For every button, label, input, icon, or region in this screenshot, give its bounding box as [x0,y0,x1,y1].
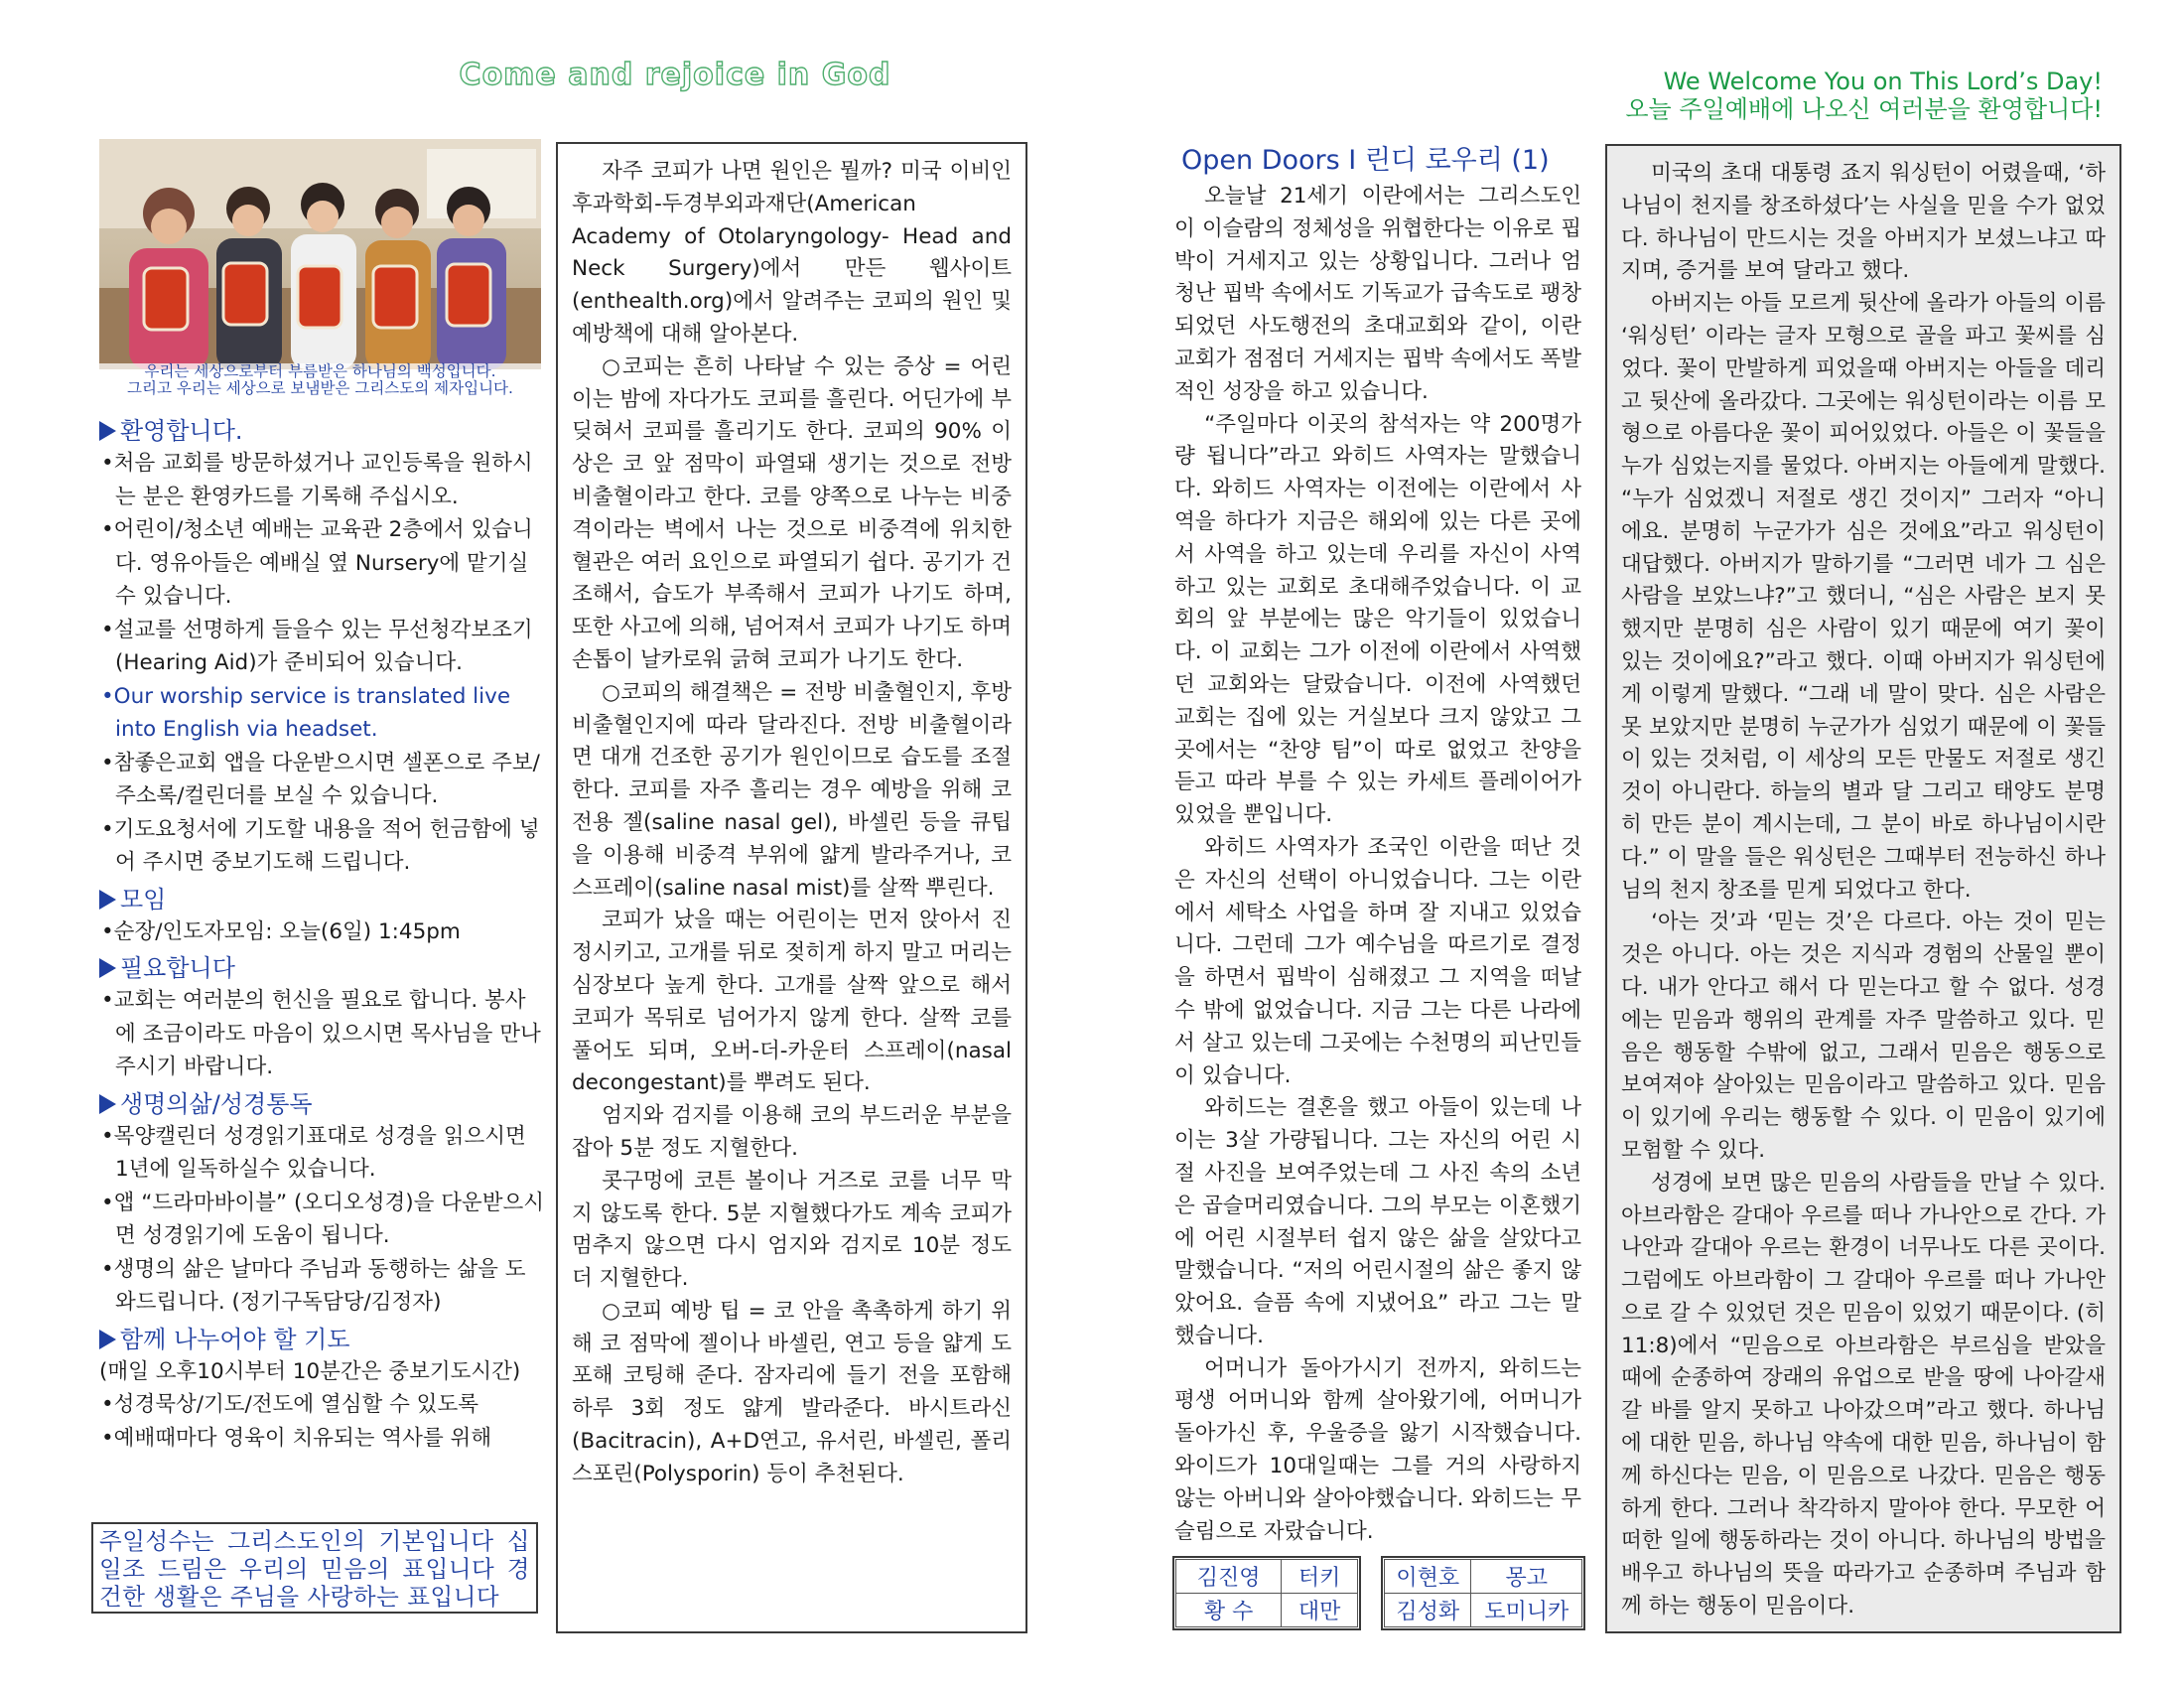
prayer-row [1176,1560,1358,1594]
mission-country: 몽고 [1471,1560,1582,1594]
photo-caption [99,363,541,397]
photo-caption-line: 그리고 우리는 세상으로 보냄받은 그리스도의 제자입니다. [127,379,513,397]
announcement-item: •설교를 선명하게 들을수 있는 무선청각보조기(Hearing Aid)가 준비되어 있습니다. [101,617,533,675]
mission-country: 도미니카 [1471,1594,1582,1627]
announcement-item: •참좋은교회 앱을 다운받으시면 셀폰으로 주보/주소록/컬린더를 보실 수 있습니다. [101,750,540,808]
triangle-bullet-icon [99,890,116,910]
triangle-bullet-icon [99,1094,116,1114]
section-heading [99,952,546,984]
announcement-item: •생명의 삶은 날마다 주님과 동행하는 삶을 도와드립니다. (정기구독담당/김정자) [101,1256,526,1315]
health-article-box [556,142,1027,1633]
mission-country: 대만 [1282,1594,1358,1627]
announcement-item: •처음 교회를 방문하셨거나 교인등록을 원하시는 분은 환영카드를 기록해 주십시오. [101,451,533,509]
mission-country: 터키 [1282,1560,1358,1594]
faith-article-box [1605,144,2121,1633]
section-heading [99,415,546,447]
prayer-row [1176,1594,1358,1627]
section-heading [99,884,546,915]
article-paragraph: 성경에 보면 많은 믿음의 사람들을 만날 수 있다. 아브라함은 갈대아 우르를 떠나 가나안으로 간다. 가나안과 갈대아 우르는 환경이 너무나도 다른 곳이다. 그럼에도 아브라함이 그 갈대아 우르를 떠나 가나안으로 갈 수 있었던 것은 믿음이 있었기 때문이다. (히11:8)에서 “믿음으로 아브라함은 부르심을 받았을 때에 순종하여 장래의 유업으로 받을 땅에 나아갈새 갈 바를 알지 못하고 나아갔으며”라고 했다. 하나님에 대한 믿음, 하나님 약속에 대한 믿음, 하나님이 함께 하신다는 믿음, 이 믿음으로 나갔다. 믿음은 행동하게 한다. 그러나 착각하지 말아야 한다. 무모한 어떠한 일에 행동하라는 것이 아니다. 하나님의 방법을 배우고 하나님의 뜻을 따라가고 순종하며 주님과 함께 하는 행동이 믿음이다. [1621,1170,2106,1619]
section-heading [99,1088,546,1120]
article-paragraph: 와히드 사역자가 조국인 이란을 떠난 것은 자신의 선택이 아니었습니다. 그는 이란에서 세탁소 사업을 하며 잘 지내고 있었습니다. 그런데 그가 예수님을 따르기로 결정을 하면서 핍박이 심해졌고 그 지역을 떠날 수 밖에 없었습니다. 지금 그는 다른 나라에서 살고 있는데 그곳에는 수천명의 피난민들이 있습니다. [1174,834,1581,1088]
triangle-bullet-icon [99,421,116,441]
photo-caption-line: 우리는 세상으로부터 부름받은 하나님의 백성입니다. [144,362,496,380]
header-right-welcome [1625,68,2103,123]
article-paragraph: 콧구멍에 코튼 볼이나 거즈로 코를 너무 막지 않도록 한다. 5분 지혈했다가도 계속 코피가 멈추지 않으면 다시 엄지와 검지로 10분 정도 더 지혈한다. [572,1168,1012,1292]
announcement-item: •목양캘린더 성경읽기표대로 성경을 읽으시면 1년에 일독하실수 있습니다. [101,1123,526,1182]
announcement-item: •앱 “드라마바이블” (오디오성경)을 다운받으시면 성경읽기에 도움이 됩니다. [101,1190,545,1248]
group-photo [99,139,541,369]
header-left-title: Come and rejoice in God [459,58,891,92]
triangle-bullet-icon [99,958,116,978]
prayer-row [1385,1594,1582,1627]
missionary-name: 김성화 [1385,1594,1471,1627]
prayer-table-left [1175,1559,1358,1627]
article-paragraph: 아버지는 아들 모르게 뒷산에 올라가 아들의 이름 ‘워싱턴’ 이라는 글자 모형으로 골을 파고 꽃씨를 심었다. 꽃이 만발하게 피었을때 아버지는 아들을 데리고 뒷산에 올라갔다. 그곳에는 워싱턴이라는 이름 모형으로 아름다운 꽃이 피어있었다. 아들은 이 꽃들을 누가 심었는지를 물었다. 아버지는 아들에게 말했다. “누가 심었겠니 저절로 생긴 것이지” 그러자 “아니에요. 분명히 누군가가 심은 것에요”라고 워싱턴이 대답했다. 아버지가 말하기를 “그러면 네가 그 심은 사람을 보았느냐?”고 했더니, “심은 사람은 보지 못했지만 분명히 심은 사람이 있기 때문에 여기 꽃이 있는 것이에요?”라고 했다. 이때 아버지가 워싱턴에게 이렇게 말했다. “그래 네 말이 맞다. 심은 사람은 못 보았지만 분명히 누군가가 심었기 때문에 이 꽃들이 있는 것처럼, 이 세상의 모든 만물도 저절로 생긴 것이 아니란다. 하늘의 별과 달 그리고 태양도 분명히 만든 분이 계시는데, 그 분이 바로 하나님이시란다.” 이 말을 들은 워싱턴은 그때부터 전능하신 하나님의 천지 창조를 믿게 되었다고 한다. [1621,291,2106,903]
motto-text: 주일성수는 그리스도인의 기본입니다 십일조 드림은 우리의 믿음의 표입니다 경건한 생활은 주님을 사랑하는 표입니다 [99,1527,530,1611]
section-heading-text: 환영합니다. [120,417,243,445]
section-heading [99,1324,546,1355]
announcement-item: •어린이/청소년 예배는 교육관 2층에서 있습니다. 영유아들은 예배실 옆 Nursery에 맡기실 수 있습니다. [101,517,533,609]
article-paragraph: 미국의 초대 대통령 죠지 워싱턴이 어렸을때, ‘하나님이 천지를 창조하셨다’는 사실을 믿을 수가 없었다. 하나님이 만드시는 것을 아버지가 보셨느냐고 따지며, 증거를 보여 달라고 했다. [1621,161,2106,284]
announcements-column [99,415,546,1455]
section-heading-text: 생명의삶/성경통독 [120,1089,313,1118]
article-paragraph: ○코피의 해결책은 = 전방 비출혈인지, 후방 비출혈인지에 따라 달라진다. 전방 비출혈이라면 대개 건조한 공기가 원인이므로 습도를 조절한다. 코피를 자주 흘리는 경우 예방을 위해 코 전용 젤(saline nasal gel), 바셀린 등을 큐팁을 이용해 비중격 부위에 얇게 발라주거나, 코 스프레이(saline nasal mist)를 살짝 뿌린다. [572,679,1012,901]
prayer-table-right [1384,1559,1582,1627]
section-heading-text: 함께 나누어야 할 기도 [120,1325,350,1353]
article-paragraph: 오늘날 21세기 이란에서는 그리스도인이 이슬람의 정체성을 위협한다는 이유로 핍박이 거세지고 있는 상황입니다. 그러나 엄청난 핍박 속에서도 기독교가 급속도로 팽창되었던 사도행전의 초대교회와 같이, 이란 교회가 점점더 거세지는 핍박 속에서도 폭발적인 성장을 하고 있습니다. [1174,184,1581,404]
open-doors-title: Open Doors I 린디 로우리 (1) [1181,145,1550,176]
motto-box [91,1522,538,1614]
article-paragraph: 코피가 났을 때는 어린이는 먼저 앉아서 진정시키고, 고개를 뒤로 젖히게 하지 말고 머리는 심장보다 높게 한다. 고개를 살짝 앞으로 해서 코피가 목뒤로 넘어가지 않게 한다. 살짝 코를 풀어도 되며, 오버-더-카운터 스프레이(nasal decongestant)를 뿌려도 된다. [572,908,1012,1096]
missionary-name: 이현호 [1385,1560,1471,1594]
missionary-name: 황 수 [1176,1594,1282,1627]
announcement-item: (매일 오후10시부터 10분간은 중보기도시간) [99,1358,521,1384]
announcement-item: •교회는 여러분의 헌신을 필요로 합니다. 봉사에 조금이라도 마음이 있으시면 목사님을 만나 주시기 바랍니다. [101,988,541,1079]
article-paragraph: “주일마다 이곳의 참석자는 약 200명가량 됩니다”라고 와히드 사역자는 말했습니다. 와히드 사역자는 이전에는 이란에서 사역을 하다가 지금은 해외에 있는 다른 곳에서 사역을 하고 있는데 우리를 자신이 사역하고 있는 교회로 초대해주었습니다. 이 교회의 앞 부분에는 많은 악기들이 있었습니다. 이 교회는 그가 이전에 이란에서 사역했던 교회와는 달랐습니다. 이전에 사역했던 교회는 집에 있는 거실보다 크지 않았고 그곳에서는 “찬양 팀”이 따로 없었고 찬양을 듣고 따라 부를 수 있는 카세트 플레이어가 있었을 뿐입니다. [1174,411,1581,828]
triangle-bullet-icon [99,1330,116,1349]
section-heading-text: 모임 [120,885,167,914]
prayer-row [1385,1560,1582,1594]
article-paragraph: 엄지와 검지를 이용해 코의 부드러운 부분을 잡아 5분 정도 지혈한다. [572,1103,1012,1161]
open-doors-article [1174,181,1581,1548]
article-paragraph: 자주 코피가 나면 원인은 뭘까? 미국 이비인후과학회-두경부외과재단(American Academy of Otolaryngology- Head and Neck Surgery)에서 만든 웹사이트(enthealth.org)에서 알려주는 코피의 원인 및 예방책에 대해 알아본다. [572,159,1012,347]
announcement-item: •성경묵상/기도/전도에 열심할 수 있도록 [101,1392,478,1417]
article-paragraph: 어머니가 돌아가시기 전까지, 와히드는 평생 어머니와 함께 살아왔기에, 어머니가 돌아가신 후, 우울증을 앓기 시작했습니다. 와이드가 10대일때는 그를 거의 사랑하지 않는 아버니와 살아야했습니다. 와히드는 무슬림으로 자랐습니다. [1174,1355,1581,1544]
announcement-item: •예배때마다 영육이 치유되는 역사를 위해 [101,1425,492,1451]
missionary-name: 김진영 [1176,1560,1282,1594]
announcement-item: •기도요청서에 기도할 내용을 적어 헌금함에 넣어 주시면 중보기도해 드립니다. [101,816,540,875]
article-paragraph: 와히드는 결혼을 했고 아들이 있는데 나이는 3살 가량됩니다. 그는 자신의 어린 시절 사진을 보여주었는데 그 사진 속의 소년은 곱슬머리였습니다. 그의 부모는 이혼했기에 어린 시절부터 쉽지 않은 삶을 살았다고 말했습니다. “저의 어린시절의 삶은 좋지 않았어요. 슬픔 속에 지냈어요” 라고 그는 말했습니다. [1174,1095,1581,1348]
article-paragraph: ‘아는 것’과 ‘믿는 것’은 다르다. 아는 것이 믿는 것은 아니다. 아는 것은 지식과 경험의 산물일 뿐이다. 내가 안다고 해서 다 믿는다고 할 수 없다. 성경에는 믿음과 행위의 관계를 자주 말씀하고 있다. 믿음은 행동할 수밖에 없고, 그래서 믿음은 행동으로 보여져야 살아있는 믿음이라고 말씀하고 있다. 믿음이 있기에 우리는 행동할 수 있다. 이 믿음이 있기에 모험할 수 있다. [1621,910,2106,1163]
article-paragraph: ○코피 예방 팁 = 코 안을 촉촉하게 하기 위해 코 점막에 젤이나 바셀린, 연고 등을 얇게 도포해 코팅해 준다. 잠자리에 들기 전을 포함해 하루 3회 정도 얇게 발라준다. 바시트라신(Bacitracin), A+D연고, 유서린, 바셀린, 폴리스포린(Polysporin) 등이 추천된다. [572,1298,1012,1486]
welcome-korean: 오늘 주일예배에 나오신 여러분을 환영합니다! [1625,95,2103,123]
kimchi-group-photo-illustration [99,139,541,369]
article-paragraph: ○코피는 흔히 나타날 수 있는 증상 = 어린이는 밤에 자다가도 코피를 흘린다. 어딘가에 부딪혀서 코피를 흘리기도 한다. 코피의 90% 이상은 코 앞 점막이 파열돼 생기는 것으로 전방 비출혈이라고 한다. 코를 양쪽으로 나누는 비중격이라는 벽에서 나는 것으로 비중격에 위치한 혈관은 여러 요인으로 파열되기 쉽다. 공기가 건조해서, 습도가 부족해서 코피가 나기도 하며, 또한 사고에 의해, 넘어져서 코피가 나기도 하며 손톱이 날카로워 긁혀 코피가 나기도 한다. [572,353,1012,672]
announcement-item: •Our worship service is translated live into English via headset. [101,683,511,742]
announcement-item: •순장/인도자모임: 오늘(6일) 1:45pm [101,918,461,944]
welcome-english: We Welcome You on This Lord’s Day! [1663,68,2103,95]
section-heading-text: 필요합니다 [120,954,235,982]
